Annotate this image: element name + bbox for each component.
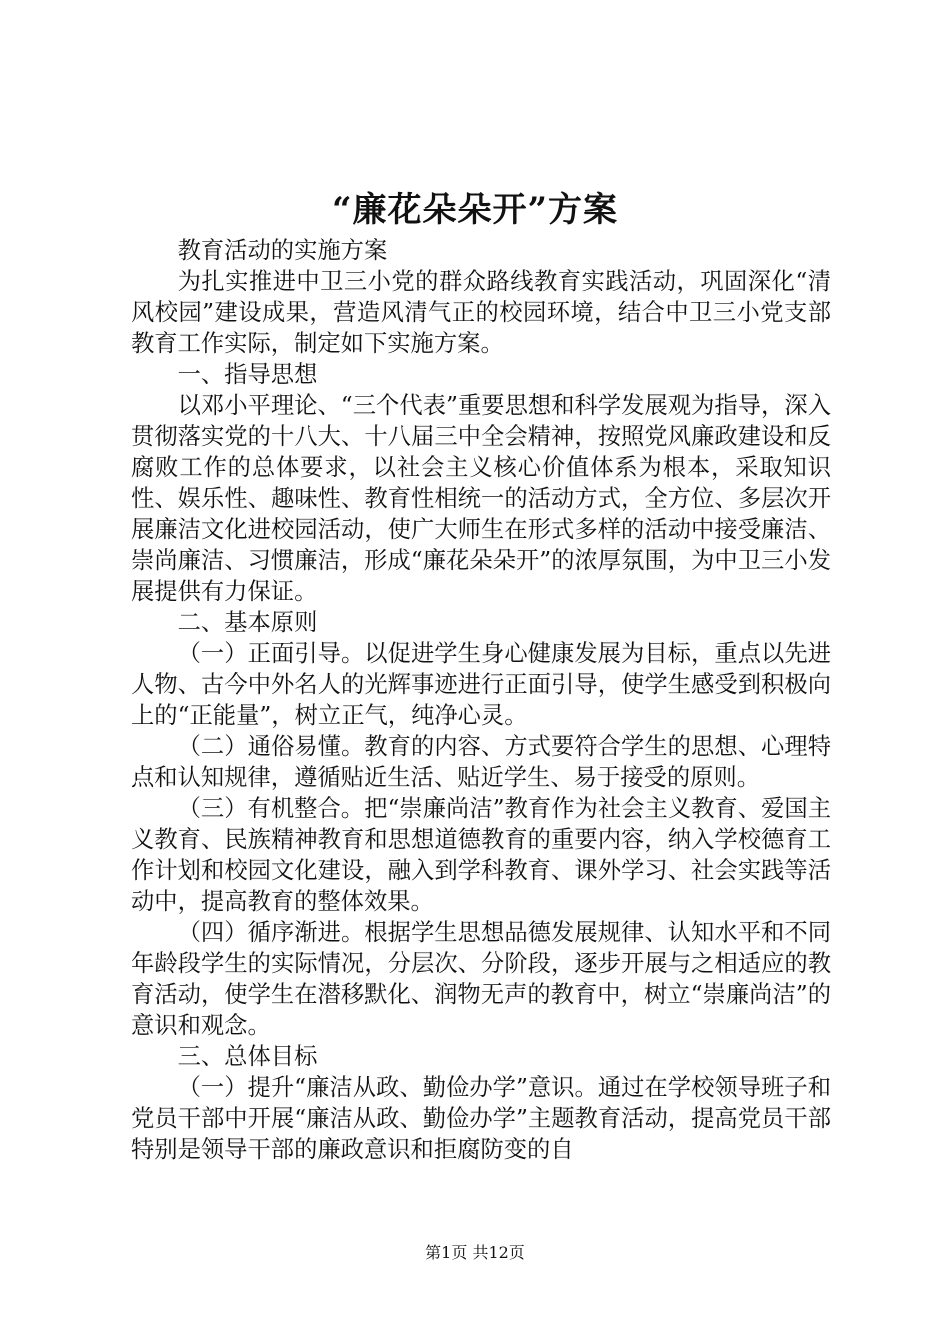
paragraph-intro: 为扎实推进中卫三小党的群众路线教育实践活动，巩固深化“清风校园”建设成果，营造风清气正的校园环境，结合中卫三小党支部教育工作实际，制定如下实施方案。 [131,268,831,357]
paragraph-guiding-thought: 以邓小平理论、“三个代表”重要思想和科学发展观为指导，深入贯彻落实党的十八大、十八届三中全会精神，按照党风廉政建设和反腐败工作的总体要求，以社会主义核心价值体系为根本，采取知识性、娱乐性、趣味性、教育性相统一的活动方式，全方位、多层次开展廉洁文化进校园活动，使广大师生在形式多样的活动中接受廉洁、崇尚廉洁、习惯廉洁，形成“廉花朵朵开”的浓厚氛围，为中卫三小发展提供有力保证。 [131,392,831,605]
document-title: “廉花朵朵开”方案 [331,190,619,230]
heading-overall-goals: 三、总体目标 [177,1043,318,1070]
paragraph-subtitle: 教育活动的实施方案 [177,237,388,264]
paragraph-goal-1: （一）提升“廉洁从政、勤俭办学”意识。通过在学校领导班子和党员干部中开展“廉洁从政、勤俭办学”主题教育活动，提高党员干部特别是领导干部的廉政意识和拒腐防变的自 [131,1074,831,1163]
paragraph-principle-4: （四）循序渐进。根据学生思想品德发展规律、认知水平和不同年龄段学生的实际情况，分层次、分阶段，逐步开展与之相适应的教育活动，使学生在潜移默化、润物无声的教育中，树立“崇廉尚洁”的意识和观念。 [131,919,831,1039]
paragraph-principle-3: （三）有机整合。把“崇廉尚洁”教育作为社会主义教育、爱国主义教育、民族精神教育和思想道德教育的重要内容，纳入学校德育工作计划和校园文化建设，融入到学科教育、课外学习、社会实践等活动中，提高教育的整体效果。 [131,795,831,915]
heading-guiding-thought: 一、指导思想 [177,361,318,388]
paragraph-principle-2: （二）通俗易懂。教育的内容、方式要符合学生的思想、心理特点和认知规律，遵循贴近生活、贴近学生、易于接受的原则。 [131,733,831,791]
document-body [131,235,831,1165]
paragraph-principle-1: （一）正面引导。以促进学生身心健康发展为目标，重点以先进人物、古今中外名人的光辉事迹进行正面引导，使学生感受到积极向上的“正能量”，树立正气，纯净心灵。 [131,640,831,729]
heading-basic-principles: 二、基本原则 [177,609,318,636]
page-footer: 第1页 共12页 [425,1243,525,1262]
